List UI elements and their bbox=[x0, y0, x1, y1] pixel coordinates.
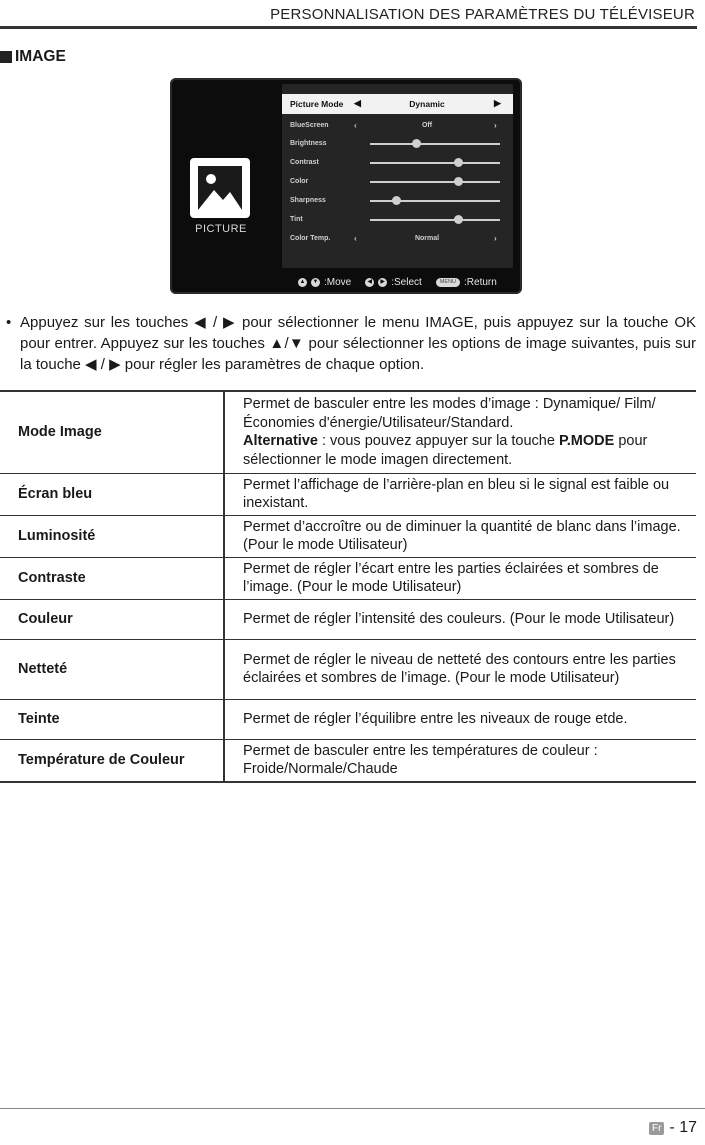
menu-row-label: Color bbox=[290, 178, 309, 185]
table-row bbox=[0, 699, 696, 739]
bullet-icon: • bbox=[6, 314, 12, 331]
setting-name: Mode Image bbox=[0, 391, 224, 473]
section-heading-label: IMAGE bbox=[15, 48, 66, 65]
footer-rule bbox=[0, 1108, 705, 1109]
menu-row-value: Normal bbox=[414, 235, 440, 242]
setting-description: Permet de régler l’équilibre entre les niveaux de rouge etde. bbox=[224, 699, 696, 739]
table-row bbox=[0, 639, 696, 699]
menu-button-icon: MENU bbox=[436, 278, 460, 287]
menu-row-label: Color Temp. bbox=[290, 235, 331, 242]
menu-row-label: Brightness bbox=[290, 140, 327, 147]
description-alt-label: Alternative bbox=[243, 433, 318, 450]
arrow-right-icon: ▶ bbox=[494, 98, 501, 108]
section-heading bbox=[0, 48, 66, 66]
instructions bbox=[6, 312, 696, 375]
slider-knob[interactable] bbox=[454, 158, 463, 167]
description-key: P.MODE bbox=[558, 433, 615, 450]
arrow-right-icon: › bbox=[494, 121, 497, 130]
select-hint: :Select bbox=[391, 277, 422, 288]
setting-description: Permet de basculer entre les températures de couleur : Froide/Normale/Chaude bbox=[224, 739, 696, 782]
right-button-icon: ▶ bbox=[378, 278, 387, 287]
table-row bbox=[0, 391, 696, 473]
arrow-left-icon: ‹ bbox=[354, 121, 357, 130]
menu-row-label: Sharpness bbox=[290, 197, 326, 204]
menu-row-contrast[interactable] bbox=[282, 155, 513, 171]
slider-knob[interactable] bbox=[412, 139, 421, 148]
menu-row-picture-mode[interactable] bbox=[282, 94, 513, 114]
picture-category-icon bbox=[190, 158, 250, 218]
menu-row-tint[interactable] bbox=[282, 212, 513, 228]
menu-row-bluescreen[interactable] bbox=[282, 118, 513, 134]
return-hint: :Return bbox=[464, 277, 497, 288]
setting-description: Permet l’affichage de l’arrière-plan en bleu si le signal est faible ou inexistant. bbox=[224, 473, 696, 515]
arrow-right-icon: › bbox=[494, 234, 497, 243]
setting-name: Température de Couleur bbox=[0, 739, 224, 782]
language-badge: Fr bbox=[649, 1122, 664, 1135]
arrow-left-icon: ◀ bbox=[354, 98, 361, 108]
menu-row-color[interactable] bbox=[282, 174, 513, 190]
description-alt-text: : vous pouvez appuyer sur la touche bbox=[317, 433, 559, 450]
menu-row-brightness[interactable] bbox=[282, 136, 513, 152]
setting-description bbox=[224, 391, 696, 473]
tv-menu-footer bbox=[298, 277, 497, 288]
setting-description: Permet de régler l’écart entre les parties éclairées et sombres de l’image. (Pour le mode Utilisateur) bbox=[224, 557, 696, 599]
color-slider[interactable] bbox=[370, 181, 500, 183]
table-row bbox=[0, 739, 696, 782]
setting-name: Contraste bbox=[0, 557, 224, 599]
tv-menu-screenshot bbox=[170, 78, 522, 294]
table-row bbox=[0, 557, 696, 599]
setting-name: Teinte bbox=[0, 699, 224, 739]
down-button-icon: ▼ bbox=[312, 279, 319, 285]
tv-menu-panel bbox=[282, 84, 513, 268]
instructions-text: Appuyez sur les touches ◀ / ▶ pour sélectionner le menu IMAGE, puis appuyez sur la touche OK pour entrer. Appuyez sur les touches ▲/▼ pour sélectionner les options de image suivantes, puis sur la touche ◀ / ▶ pour régler les paramètres de chaque option. bbox=[20, 314, 696, 373]
setting-description: Permet de régler l’intensité des couleurs. (Pour le mode Utilisateur) bbox=[224, 599, 696, 639]
setting-description: Permet de régler le niveau de netteté des contours entre les parties éclairées et sombres de l’image. (Pour le mode Utilisateur) bbox=[224, 639, 696, 699]
left-button-icon: ◀ bbox=[365, 278, 374, 287]
square-bullet-icon bbox=[0, 51, 12, 63]
move-hint: :Move bbox=[324, 277, 352, 288]
slider-knob[interactable] bbox=[392, 196, 401, 205]
slider-knob[interactable] bbox=[454, 177, 463, 186]
brightness-slider[interactable] bbox=[370, 143, 500, 145]
description-alt-end: pour sélectionner le mode imagen directement. bbox=[243, 433, 648, 468]
table-row bbox=[0, 599, 696, 639]
menu-row-label: Contrast bbox=[290, 159, 319, 166]
menu-row-value: Off bbox=[421, 122, 433, 129]
setting-name: Netteté bbox=[0, 639, 224, 699]
menu-row-label: Tint bbox=[290, 216, 303, 223]
up-button-icon: ▲ bbox=[299, 279, 306, 285]
setting-name: Couleur bbox=[0, 599, 224, 639]
menu-row-color-temp[interactable] bbox=[282, 231, 513, 247]
menu-row-sharpness[interactable] bbox=[282, 193, 513, 209]
settings-table bbox=[0, 390, 696, 783]
setting-name: Luminosité bbox=[0, 515, 224, 557]
tint-slider[interactable] bbox=[370, 219, 500, 221]
setting-description: Permet d’accroître ou de diminuer la quantité de blanc dans l’image.(Pour le mode Utilisateur) bbox=[224, 515, 696, 557]
setting-name: Écran bleu bbox=[0, 473, 224, 515]
slider-knob[interactable] bbox=[454, 215, 463, 224]
page-number-text: - 17 bbox=[669, 1119, 697, 1136]
table-row bbox=[0, 515, 696, 557]
page-number bbox=[649, 1119, 697, 1137]
menu-row-label: Picture Mode bbox=[290, 99, 344, 109]
menu-row-label: BlueScreen bbox=[290, 122, 329, 129]
contrast-slider[interactable] bbox=[370, 162, 500, 164]
menu-row-value: Dynamic bbox=[409, 99, 445, 109]
arrow-left-icon: ‹ bbox=[354, 234, 357, 243]
tv-category-label: PICTURE bbox=[195, 223, 247, 235]
description-text: Permet de basculer entre les modes d’image : Dynamique/ Film/Économies d'énergie/Utilisateur/Standard. bbox=[243, 396, 656, 431]
table-row bbox=[0, 473, 696, 515]
header-rule bbox=[0, 26, 697, 29]
page-header-title: PERSONNALISATION DES PARAMÈTRES DU TÉLÉVISEUR bbox=[270, 6, 695, 23]
sharpness-slider[interactable] bbox=[370, 200, 500, 202]
